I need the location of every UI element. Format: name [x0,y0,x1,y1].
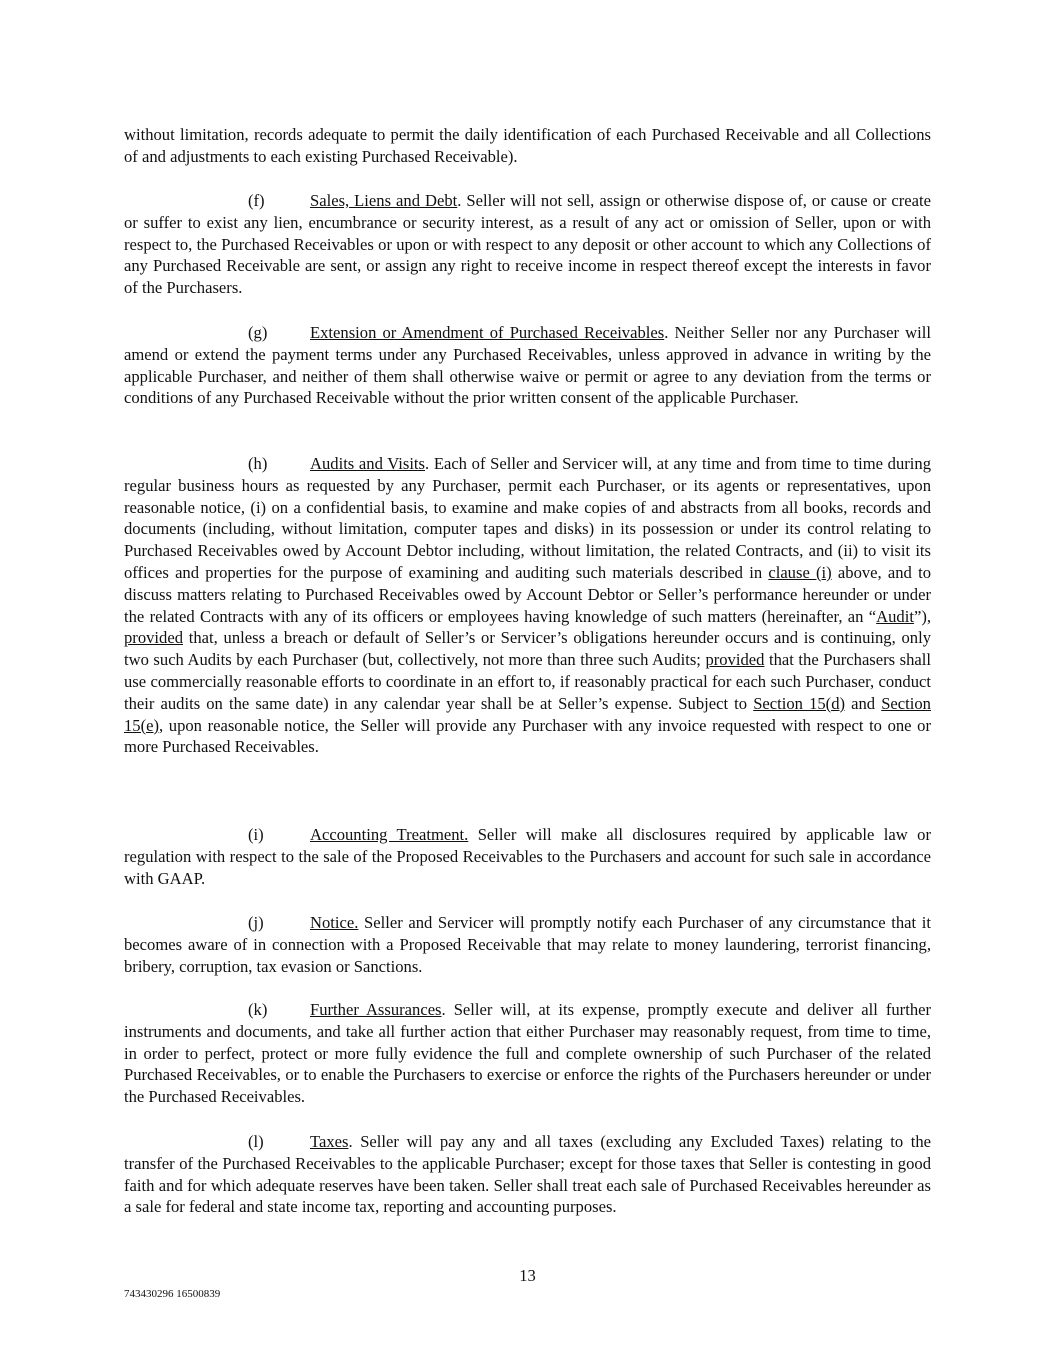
section-h-label: (h) [248,454,268,473]
section-reference: Section 15(e) [124,693,931,735]
section-g-label: (g) [248,323,268,342]
page-number: 13 [519,1266,536,1285]
section-j-title: Notice. [310,913,359,932]
clause-reference: clause (i) [768,562,832,582]
section-g-title: Extension or Amendment of Purchased Receivables [310,323,665,342]
section-i [124,824,931,889]
section-j-label: (j) [248,913,264,932]
audit-term: Audit [876,606,914,626]
section-g [124,322,931,409]
section-l-label: (l) [248,1132,264,1151]
section-i-text: Seller will make all disclosures required by applicable law or regulation with respect to the sale of the Proposed Receivables to the Purchasers and account for such sale in accordance with GAAP. [124,825,931,888]
section-h-title: Audits and Visits [310,454,425,473]
section-k-title: Further Assurances [310,1000,442,1019]
section-f [124,190,931,299]
section-j-text: Seller and Servicer will promptly notify each Purchaser of any circumstance that it becomes aware of in connection with a Proposed Receivable that may relate to money laundering, terrorist financing, bribery, corruption, tax evasion or Sanctions. [124,913,931,976]
section-k-label: (k) [248,1000,268,1019]
section-l [124,1131,931,1218]
section-l-text: . Seller will pay any and all taxes (excluding any Excluded Taxes) relating to the transfer of the Purchased Receivables to the applicable Purchaser; except for those taxes that Seller is contesting in good faith and for which adequate reserves have been taken. Seller shall treat each sale of Purchased Receivables hereunder as a sale for federal and state income tax, reporting and accounting purposes. [124,1132,931,1217]
paragraph-continuation: without limitation, records adequate to permit the daily identification of each Purchased Receivable and all Collections of and adjustments to each existing Purchased Receivable). [124,125,931,166]
provided-term: provided [124,628,183,648]
document-footer-id: 743430296 16500839 [124,1288,221,1300]
section-f-title: Sales, Liens and Debt [310,191,458,210]
provided-term: provided [705,650,765,670]
section-h: (h) Audits and Visits. Each of Seller and Servicer will, at any time and from time to time during regular business hours as requested by any Purchaser, permit each Purchaser, or its agents or representatives, upon reasonable notice, (i) on a confidential basis, to examine and make copies of and abstracts from all books, records and documents (including, without limitation, computer tapes and disks) in its possession or under its control relating to Purchased Receivables owed by Account Debtor including, without limitation, the related Contracts, and (ii) to visit its offices and properties for the purpose of examining and auditing such materials described in clause (i) above, and to discuss matters relating to Purchased Receivables owed by Account Debtor or Seller’s performance hereunder or under the related Contracts with any of its officers or employees having knowledge of such matters (hereinafter, an “Audit”), provided that, unless a breach or default of Seller’s or Servicer’s obligations hereunder occurs and is continuing, only two such Audits by each Purchaser (but, collectively, not more than three such Audits; provided that the Purchasers shall use commercially reasonable efforts to coordinate in an effort to, if reasonably practical for each such Purchaser, conduct their audits on the same date) in any calendar year shall be at Seller’s expense. Subject to Section 15(d) and Section 15(e), upon reasonable notice, the Seller will provide any Purchaser with any invoice requested with respect to one or more Purchased Receivables. [124,454,931,757]
section-g-text: . Neither Seller nor any Purchaser will amend or extend the payment terms under any Purchased Receivables, unless approved in advance in writing by the applicable Purchaser, and neither of them shall otherwise waive or permit or agree to any deviation from the terms or conditions of any Purchased Receivable without the prior written consent of the applicable Purchaser. [124,323,931,408]
section-k [124,999,931,1108]
section-i-title: Accounting Treatment. [310,825,469,844]
section-i-label: (i) [248,825,264,844]
section-k-text: . Seller will, at its expense, promptly execute and deliver all further instruments and documents, and take all further action that either Purchaser may reasonably request, from time to time, in order to perfect, protect or more fully evidence the full and complete ownership of such Purchaser of the related Purchased Receivables, or to enable the Purchasers to exercise or enforce the rights of the Purchasers hereunder or under the Purchased Receivables. [124,1000,932,1107]
section-reference: Section 15(d) [753,693,846,713]
section-f-text: . Seller will not sell, assign or otherwise dispose of, or cause or create or suffer to exist any lien, encumbrance or security interest, as a result of any act or omission of Seller, upon or with respect to, the Purchased Receivables or upon or with respect to any deposit or other account to which any Collections of any Purchased Receivable are sent, or assign any right to receive income in respect thereof except the interests in favor of the Purchasers. [124,191,932,298]
section-l-title: Taxes [310,1132,349,1151]
section-f-label: (f) [248,191,265,210]
section-j [124,912,931,977]
